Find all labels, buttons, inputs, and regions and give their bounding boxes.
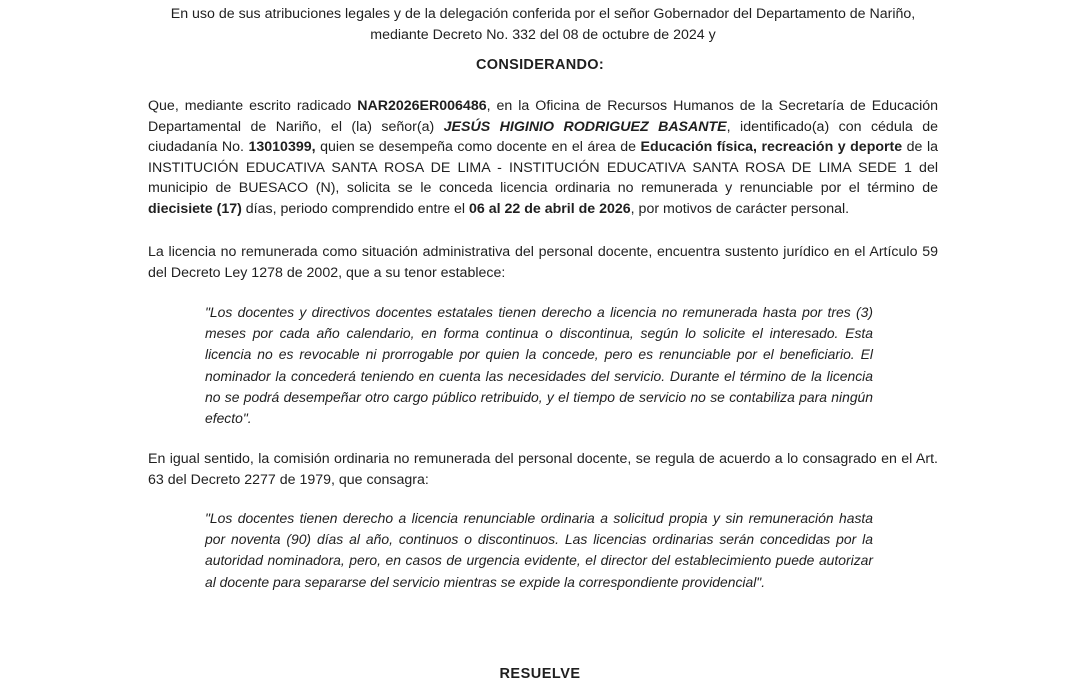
teacher-name: JESÚS HIGINIO RODRIGUEZ BASANTE: [443, 118, 727, 135]
quote-decreto-1278: "Los docentes y directivos docentes estatales tienen derecho a licencia no remunerada hasta por tres (3) meses por cada año calendario, en forma continua o discontinua, según lo solicite el interesado. Esta licencia no es revocable ni prorrogable por quien la concede, pero es renunciable por el beneficiario. El nominador la concederá teniendo en cuenta las necesidades del servicio. Durante el término de la licencia no se podrá desempeñar otro cargo público retribuido, y el tiempo de servicio no se contabiliza para ningún efecto".: [205, 304, 873, 427]
paragraph-request: [148, 96, 938, 220]
p1-text-3: , identificado(a) con cédula de ciudadanía No.: [148, 118, 938, 156]
teaching-area: Educación física, recreación y deporte: [640, 139, 903, 156]
p1-text-4: quien se desempeña como docente en el área de: [315, 139, 641, 156]
paragraph-legal-basis: La licencia no remunerada como situación administrativa del personal docente, encuentra sustento jurídico en el Artículo 59 del Decreto Ley 1278 de 2002, que a su tenor establece:: [148, 244, 938, 281]
days-count: diecisiete (17): [148, 200, 242, 217]
intro-paragraph: [148, 4, 938, 46]
p1-text-7: , por motivos de carácter personal.: [630, 200, 850, 217]
radicado-number: NAR2026ER006486: [357, 98, 487, 114]
quote-decreto-2277: "Los docentes tienen derecho a licencia renunciable ordinaria a solicitud propia y sin remuneración hasta por noventa (90) días al año, continuos o discontinuos. Las licencias ordinarias serán concedidas por la autoridad nominadora, pero, en casos de urgencia evidente, el director del establecimiento puede autorizar al docente para separarse del servicio mientras se expide la correspondiente providencial".: [205, 510, 873, 590]
p1-text-6: días, periodo comprendido entre el: [241, 200, 469, 217]
intro-line-2: mediante Decreto No. 332 del 08 de octubre de 2024 y: [370, 27, 716, 43]
leave-period: 06 al 22 de abril de 2026: [468, 200, 631, 217]
considerando-heading: CONSIDERANDO:: [476, 57, 604, 73]
p1-text-2: , en la Oficina de Recursos Humanos de la Secretaría de Educación Departamental de Nariño, el (la) señor(a): [148, 98, 939, 135]
p1-text-5: de la INSTITUCIÓN EDUCATIVA SANTA ROSA DE LIMA - INSTITUCIÓN EDUCATIVA SANTA ROSA DE LIMA SEDE 1 del municipio de BUESACO (N), solicita se le conceda licencia ordinaria no remunerada y renunciable por el término de: [148, 139, 938, 197]
paragraph-comision: En igual sentido, la comisión ordinaria no remunerada del personal docente, se regula de acuerdo a lo consagrado en el Art. 63 del Decreto 2277 de 1979, que consagra:: [148, 451, 938, 488]
cedula-number: 13010399,: [248, 139, 316, 156]
p1-text-1: Que, mediante escrito radicado: [148, 98, 358, 114]
intro-line-1: En uso de sus atribuciones legales y de la delegación conferida por el señor Gobernador del Departamento de Nariño,: [170, 6, 916, 22]
resuelve-heading: RESUELVE: [499, 666, 581, 682]
